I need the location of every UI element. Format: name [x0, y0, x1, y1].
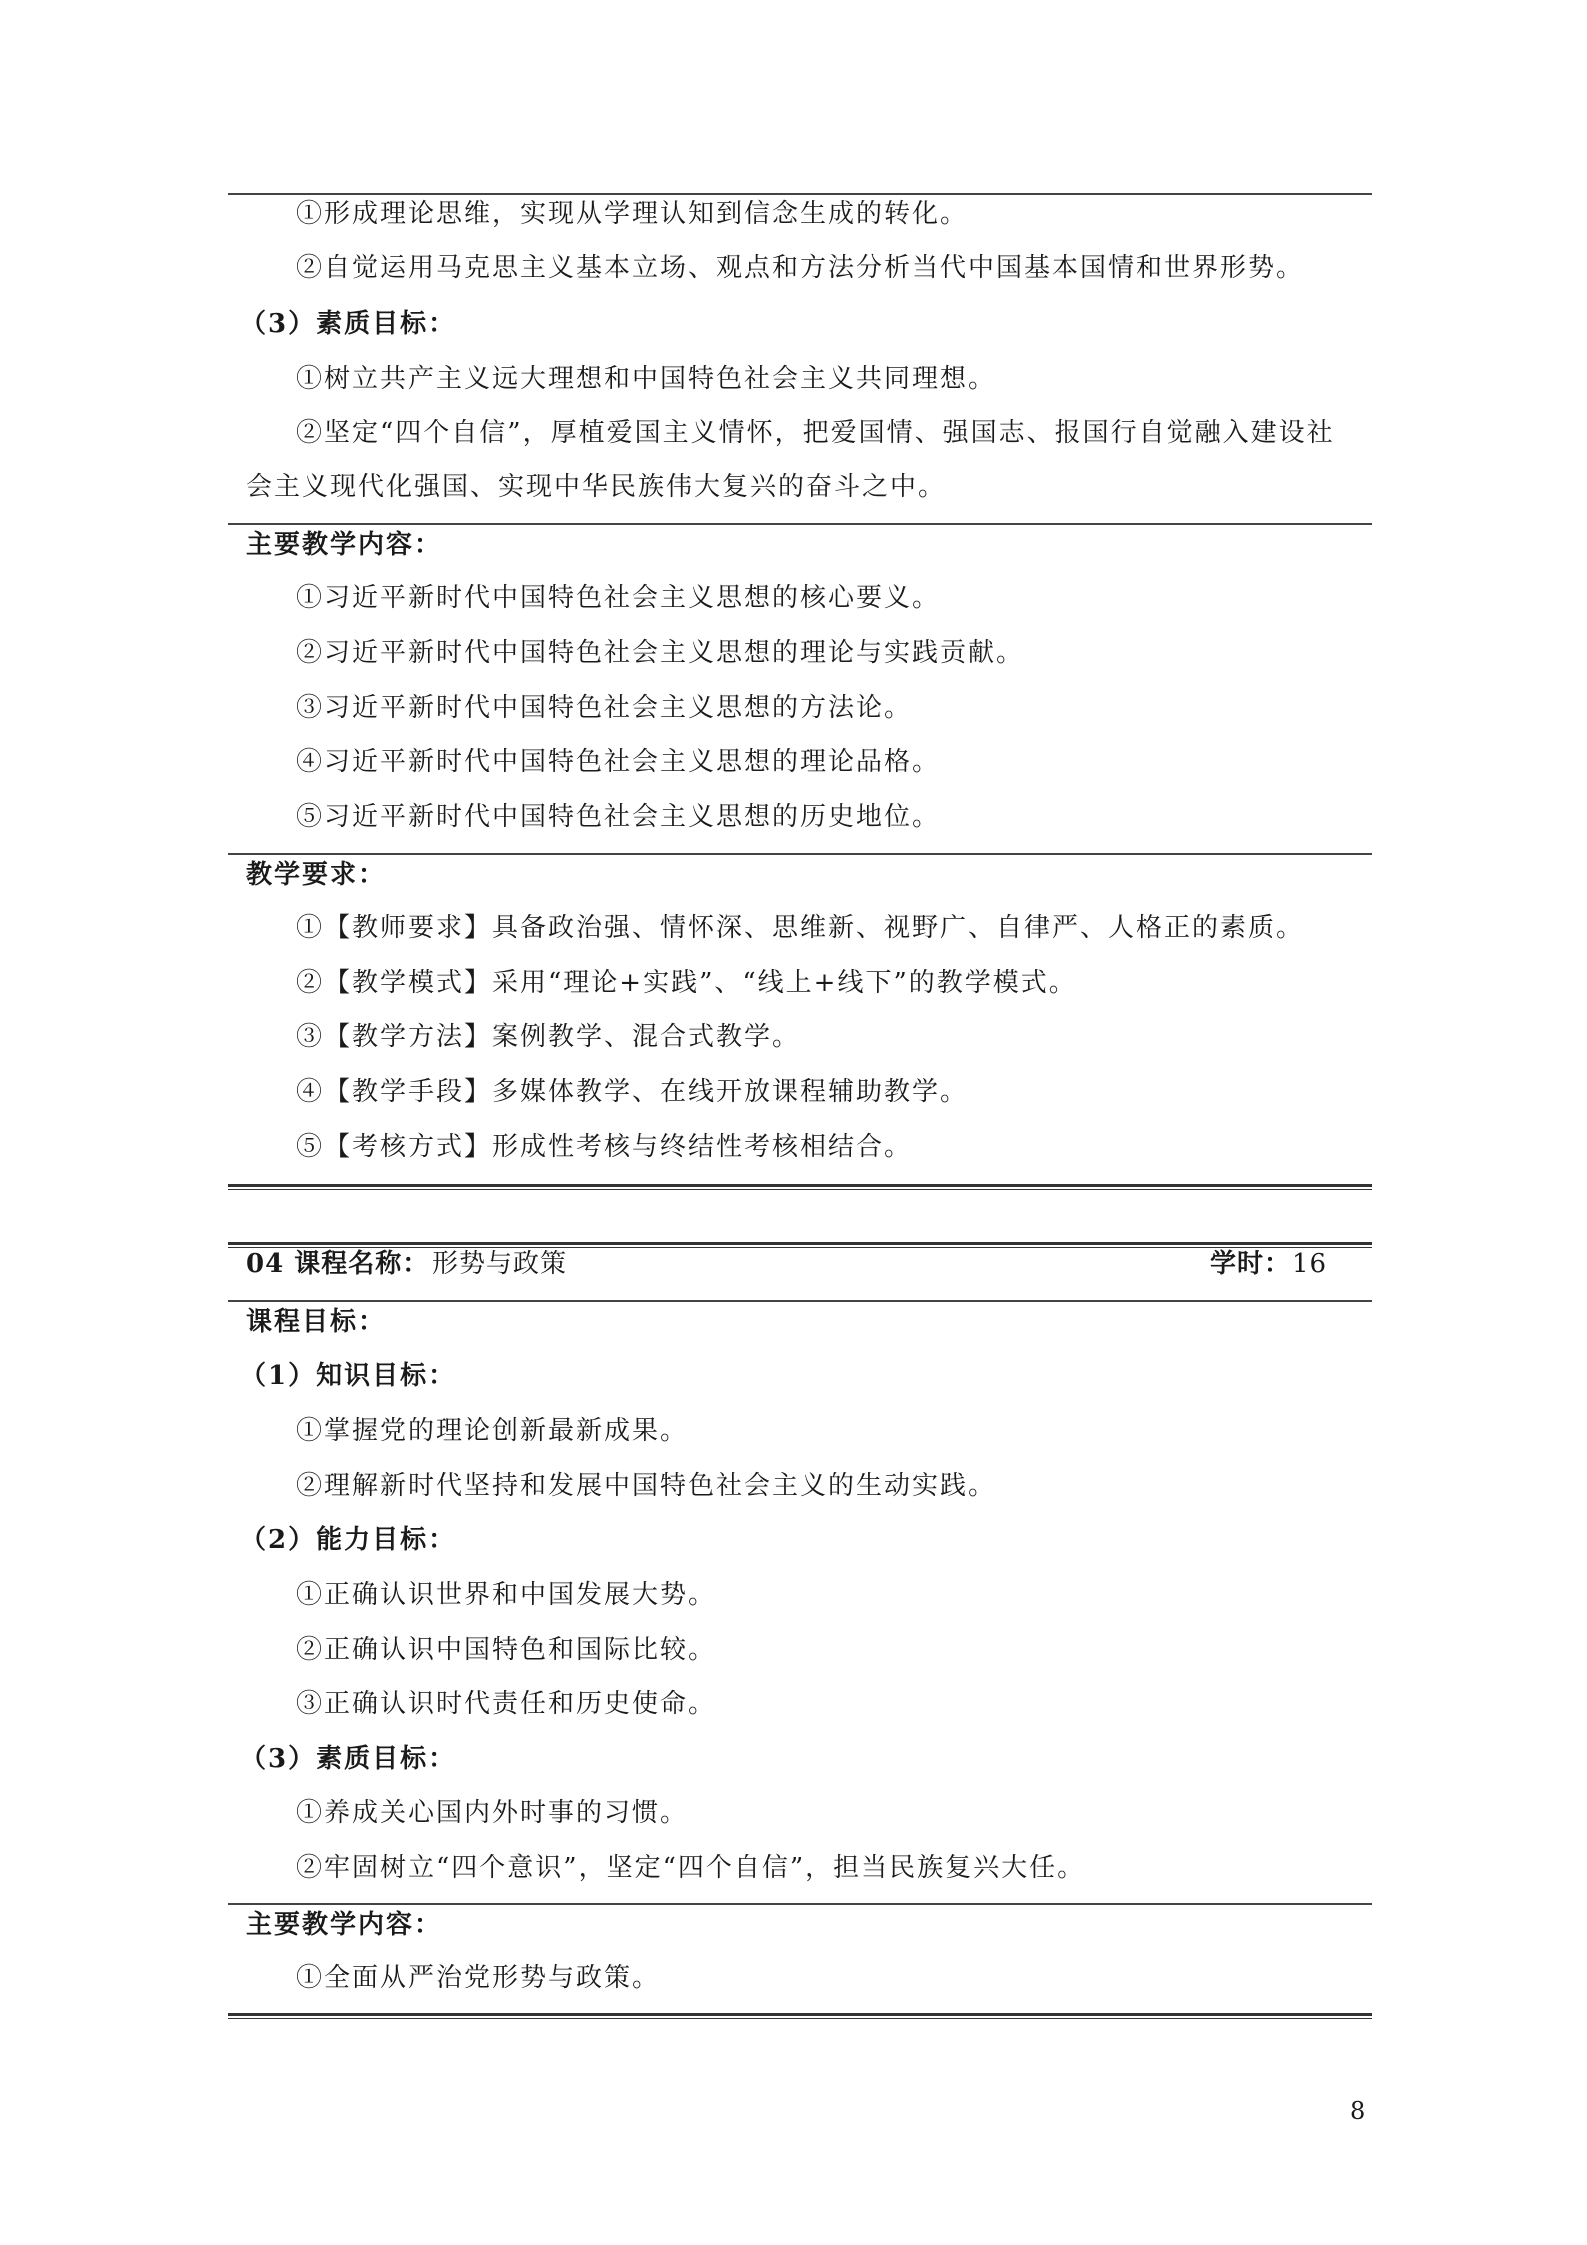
knowledge-item: ②理解新时代坚持和发展中国特色社会主义的生动实践。 [296, 1471, 997, 1501]
requirement-item: ⑤【考核方式】形成性考核与终结性考核相结合。 [296, 1132, 913, 1162]
row-divider [228, 853, 1372, 855]
requirement-item: ①【教师要求】具备政治强、情怀深、思维新、视野广、自律严、人格正的素质。 [296, 913, 1305, 943]
quality-item: ①养成关心国内外时事的习惯。 [296, 1798, 689, 1828]
hours-label: 学时： [1210, 1249, 1292, 1279]
table-bottom-border [228, 1184, 1372, 1187]
hours-value: 16 [1292, 1249, 1328, 1279]
teaching-requirements-heading: 教学要求： [246, 860, 387, 890]
knowledge-item: ①掌握党的理论创新最新成果。 [296, 1416, 689, 1446]
ability-item: ②正确认识中国特色和国际比较。 [296, 1635, 717, 1665]
content-item: ⑤习近平新时代中国特色社会主义思想的历史地位。 [296, 802, 941, 832]
course-name-label: 04 课程名称： [246, 1249, 430, 1279]
ability-item: ①形成理论思维，实现从学理认知到信念生成的转化。 [296, 199, 969, 229]
knowledge-goals-heading: （1）知识目标： [240, 1361, 457, 1391]
content-item: ①习近平新时代中国特色社会主义思想的核心要义。 [296, 583, 941, 613]
requirement-item: ③【教学方法】案例教学、混合式教学。 [296, 1022, 801, 1052]
course-name-value: 形势与政策 [432, 1249, 568, 1279]
requirement-item: ②【教学模式】采用“理论+实践”、“线上+线下”的教学模式。 [296, 968, 1077, 998]
quality-item: ①树立共产主义远大理想和中国特色社会主义共同理想。 [296, 364, 997, 394]
requirement-item: ④【教学手段】多媒体教学、在线开放课程辅助教学。 [296, 1077, 969, 1107]
row-divider [228, 1300, 1372, 1302]
ability-item: ③正确认识时代责任和历史使命。 [296, 1689, 717, 1719]
course-table-bottom-border [228, 2013, 1372, 2016]
quality-goals-heading: （3）素质目标： [240, 1744, 457, 1774]
ability-item: ②自觉运用马克思主义基本立场、观点和方法分析当代中国基本国情和世界形势。 [296, 253, 1305, 283]
quality-goals-heading: （3）素质目标： [240, 309, 457, 339]
quality-item: ②牢固树立“四个意识”，坚定“四个自信”，担当民族复兴大任。 [296, 1853, 1086, 1883]
page-number: 8 [1350, 2097, 1366, 2125]
ability-goals-heading: （2）能力目标： [240, 1525, 457, 1555]
content-item: ④习近平新时代中国特色社会主义思想的理论品格。 [296, 747, 941, 777]
course-header-row [246, 1244, 1356, 1284]
content-item: ①全面从严治党形势与政策。 [296, 1963, 661, 1993]
main-content-heading: 主要教学内容： [246, 530, 443, 560]
quality-item-continued: 会主义现代化强国、实现中华民族伟大复兴的奋斗之中。 [246, 472, 947, 502]
ability-item: ①正确认识世界和中国发展大势。 [296, 1580, 717, 1610]
content-item: ②习近平新时代中国特色社会主义思想的理论与实践贡献。 [296, 638, 1025, 668]
course-goals-heading: 课程目标： [246, 1307, 387, 1337]
quality-item: ②坚定“四个自信”，厚植爱国主义情怀，把爱国情、强国志、报国行自觉融入建设社 [296, 418, 1335, 448]
main-content-heading: 主要教学内容： [246, 1910, 443, 1940]
content-item: ③习近平新时代中国特色社会主义思想的方法论。 [296, 693, 913, 723]
